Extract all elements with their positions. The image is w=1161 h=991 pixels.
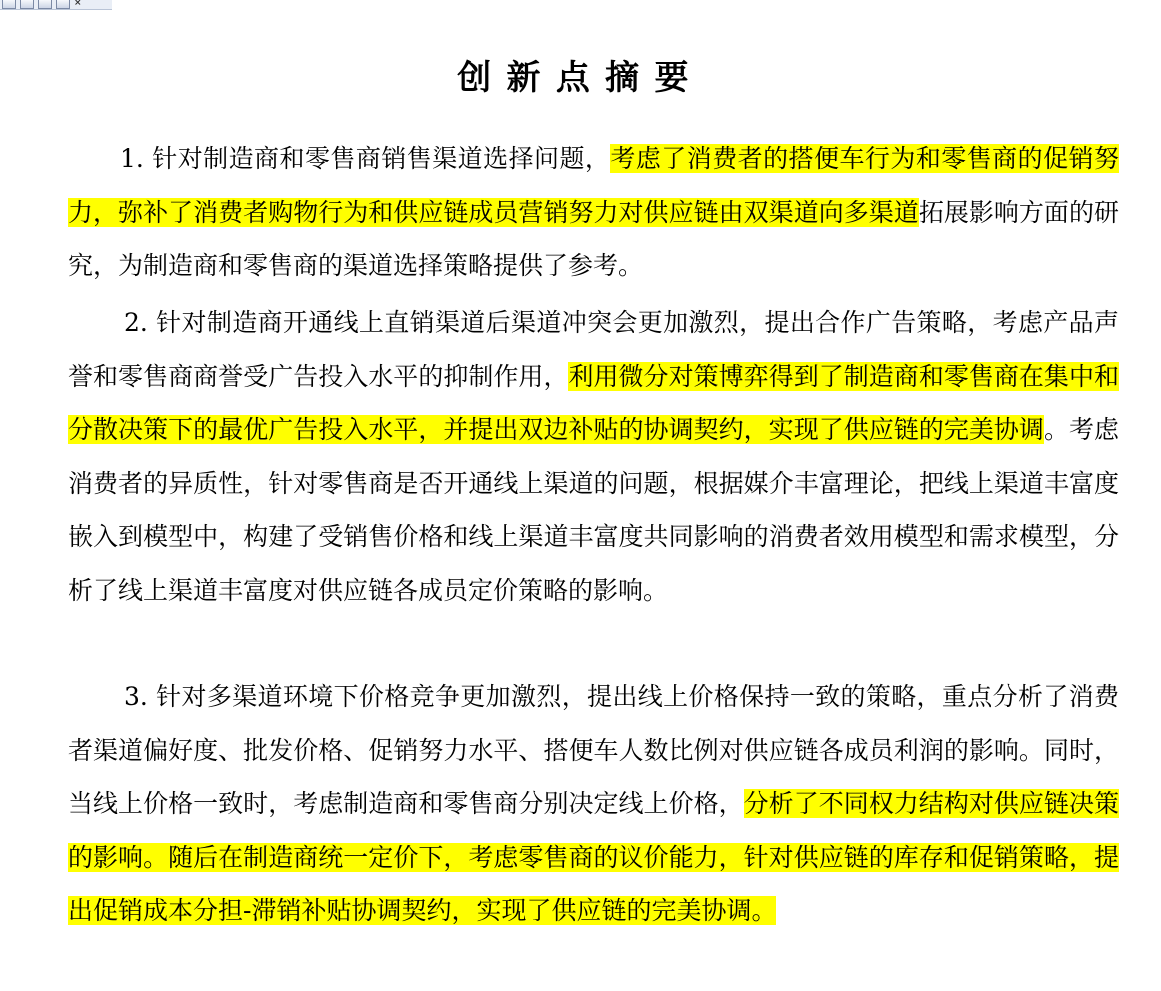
paragraph-1-text-end: 拓展影响方面的研究，为制造商和零售商的渠道选择策略提供了参考。 [68, 197, 1119, 280]
paragraph-3-highlight: 分析了不同权力结构对供应链决策的影响。随后在制造商统一定价下，考虑零售商的议价能力，针对供应链的库存和促销策略，提出促销成本分担-滞销补贴协调契约，实现了供应链的完美协调。 [68, 789, 1119, 925]
paragraph-3 [68, 670, 1119, 938]
paragraph-1-text: 1. 针对制造商和零售商销售渠道选择问题， [120, 144, 611, 173]
image-icon[interactable] [38, 0, 52, 9]
paragraph-2-text-end: 。考虑消费者的异质性，针对零售商是否开通线上渠道的问题，根据媒介丰富理论，把线上渠道丰富度嵌入到模型中，构建了受销售价格和线上渠道丰富度共同影响的消费者效用模型和需求模型，分析了线上渠道丰富度对供应链各成员定价策略的影响。 [68, 415, 1119, 605]
paragraph-2-highlight: 利用微分对策博弈得到了制造商和零售商在集中和分散决策下的最优广告投入水平，并提出双边补贴的协调契约，实现了供应链的完美协调 [68, 361, 1119, 444]
paragraph-1-highlight: 考虑了消费者的搭便车行为和零售商的促销努力，弥补了消费者购物行为和供应链成员营销努力对供应链由双渠道向多渠道 [68, 144, 1119, 227]
paragraph-2-text: 2. 针对制造商开通线上直销渠道后渠道冲突会更加激烈，提出合作广告策略，考虑产品声誉和零售商商誉受广告投入水平的抑制作用， [68, 308, 1119, 391]
page-title: 创新点摘要 [457, 58, 704, 98]
paragraph-3-text: 3. 针对多渠道环境下价格竞争更加激烈，提出线上价格保持一致的策略，重点分析了消费者渠道偏好度、批发价格、促销努力水平、搭便车人数比例对供应链各成员利润的影响。同时，当线上价格一致时，考虑制造商和零售商分别决定线上价格， [68, 682, 1119, 818]
close-icon[interactable]: × [74, 0, 82, 8]
paragraph-2 [68, 296, 1119, 617]
copy-icon[interactable] [20, 0, 34, 9]
paragraph-1 [68, 132, 1119, 293]
edit-icon[interactable] [56, 0, 70, 9]
pdf-toolbar [0, 0, 112, 10]
save-icon[interactable] [2, 0, 16, 9]
